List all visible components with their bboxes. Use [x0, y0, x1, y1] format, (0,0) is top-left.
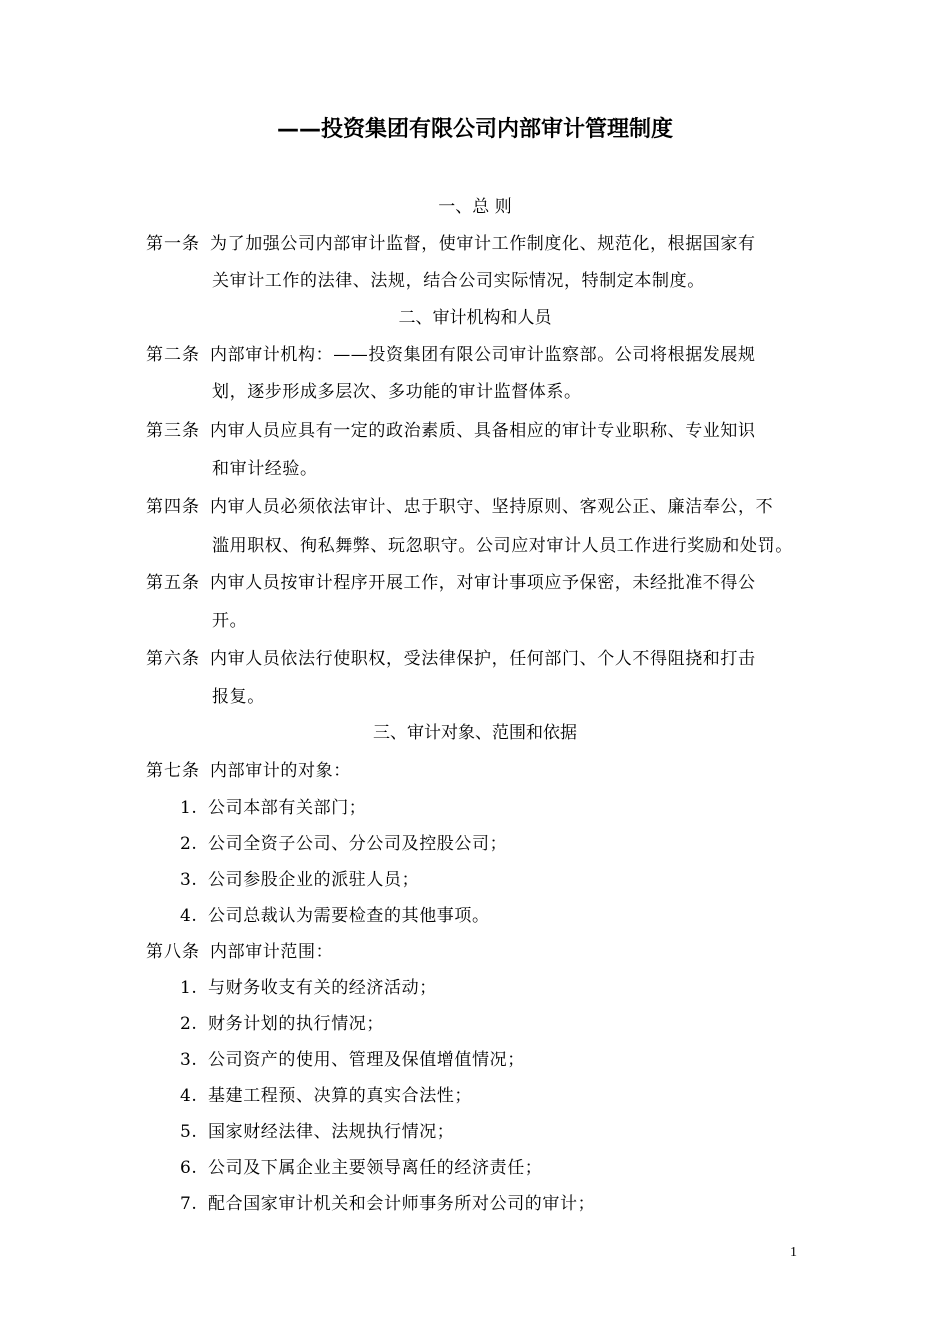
article-8-line-1 — [146, 940, 333, 964]
article-6-line-1 — [146, 647, 756, 671]
list-text: 公司本部有关部门； — [208, 798, 367, 818]
list-item — [180, 1156, 542, 1180]
list-text: 公司总裁认为需要检查的其他事项。 — [208, 906, 490, 926]
article-label: 第一条 — [146, 234, 200, 254]
article-text: 内部审计范围： — [210, 942, 334, 962]
article-5-line-1 — [146, 571, 756, 595]
list-text: 基建工程预、决算的真实合法性； — [208, 1086, 472, 1106]
list-item — [180, 1192, 595, 1216]
list-text: 公司全资子公司、分公司及控股公司； — [208, 834, 508, 854]
article-text: 内审人员必须依法审计、忠于职守、坚持原则、客观公正、廉洁奉公，不 — [210, 497, 774, 517]
list-text: 与财务收支有关的经济活动； — [208, 978, 437, 998]
article-6-line-2: 报复。 — [212, 687, 265, 707]
list-text: 配合国家审计机关和会计师事务所对公司的审计； — [208, 1194, 596, 1214]
article-label: 第四条 — [146, 497, 200, 517]
list-item — [180, 904, 490, 928]
list-item — [180, 796, 366, 820]
list-text: 公司资产的使用、管理及保值增值情况； — [208, 1050, 525, 1070]
article-label: 第二条 — [146, 345, 200, 365]
article-5-line-2: 开。 — [212, 611, 248, 631]
document-title: ——投资集团有限公司内部审计管理制度 — [276, 117, 673, 142]
article-label: 第六条 — [146, 649, 200, 669]
list-number: 1. — [180, 978, 198, 998]
list-item — [180, 832, 507, 856]
article-text: 内审人员按审计程序开展工作，对审计事项应予保密，未经批准不得公 — [210, 573, 756, 593]
article-text: 内审人员应具有一定的政治素质、具备相应的审计专业职称、专业知识 — [210, 421, 756, 441]
article-text: 为了加强公司内部审计监督，使审计工作制度化、规范化，根据国家有 — [210, 234, 756, 254]
list-number: 2. — [180, 1014, 198, 1034]
list-number: 7. — [180, 1194, 198, 1214]
list-text: 财务计划的执行情况； — [208, 1014, 384, 1034]
article-1-line-2: 关审计工作的法律、法规，结合公司实际情况，特制定本制度。 — [212, 271, 705, 291]
list-item — [180, 1120, 454, 1144]
article-4-line-1 — [146, 495, 773, 519]
section-heading-audit-scope: 三、审计对象、范围和依据 — [373, 723, 577, 743]
article-text: 内部审计的对象： — [210, 761, 351, 781]
list-number: 4. — [180, 1086, 198, 1106]
list-number: 1. — [180, 798, 198, 818]
article-7-line-1 — [146, 759, 351, 783]
article-label: 第八条 — [146, 942, 200, 962]
list-item — [180, 1084, 472, 1108]
page-number: 1 — [790, 1245, 797, 1260]
article-label: 第三条 — [146, 421, 200, 441]
article-3-line-1 — [146, 419, 756, 443]
section-heading-audit-organization: 二、审计机构和人员 — [398, 308, 552, 328]
list-item — [180, 1012, 384, 1036]
list-text: 公司及下属企业主要领导离任的经济责任； — [208, 1158, 543, 1178]
article-2-line-1 — [146, 343, 756, 367]
article-3-line-2: 和审计经验。 — [212, 459, 318, 479]
list-item — [180, 868, 419, 892]
article-text: 内审人员依法行使职权，受法律保护，任何部门、个人不得阻挠和打击 — [210, 649, 756, 669]
article-2-line-2: 划，逐步形成多层次、多功能的审计监督体系。 — [212, 382, 582, 402]
section-heading-general: 一、总 则 — [438, 197, 512, 217]
article-1-line-1 — [146, 232, 756, 256]
list-text: 国家财经法律、法规执行情况； — [208, 1122, 455, 1142]
article-label: 第五条 — [146, 573, 200, 593]
list-item — [180, 976, 437, 1000]
list-number: 3. — [180, 870, 198, 890]
list-number: 5. — [180, 1122, 198, 1142]
list-number: 3. — [180, 1050, 198, 1070]
list-number: 6. — [180, 1158, 198, 1178]
list-number: 2. — [180, 834, 198, 854]
list-item — [180, 1048, 525, 1072]
article-label: 第七条 — [146, 761, 200, 781]
article-4-line-2: 滥用职权、徇私舞弊、玩忽职守。公司应对审计人员工作进行奖励和处罚。 — [212, 536, 793, 556]
list-number: 4. — [180, 906, 198, 926]
list-text: 公司参股企业的派驻人员； — [208, 870, 420, 890]
article-text: 内部审计机构：——投资集团有限公司审计监察部。公司将根据发展规 — [210, 345, 756, 365]
